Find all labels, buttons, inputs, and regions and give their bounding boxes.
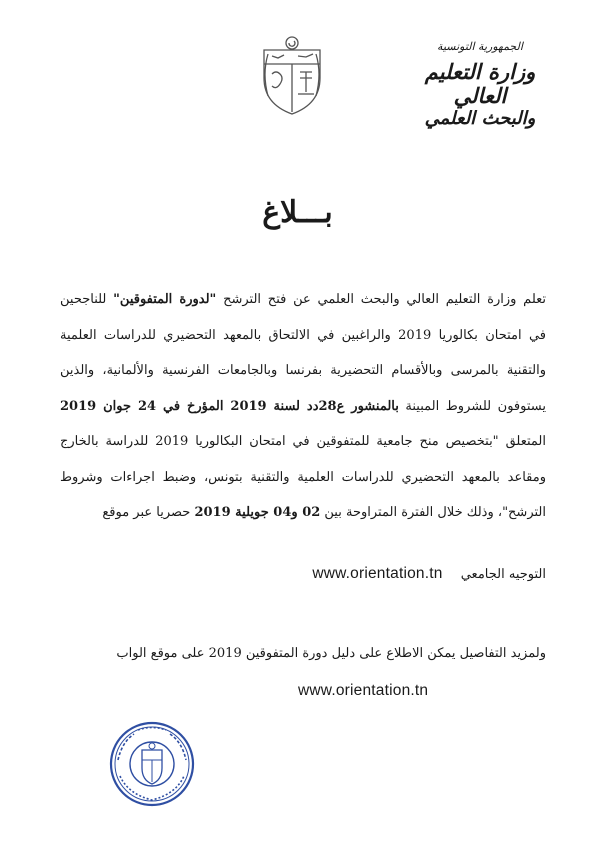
title-text: بـــلاغ — [262, 195, 333, 230]
ministry-name-line1: وزارة التعليم العالي — [424, 59, 536, 108]
ministry-name-line2: والبحث العلمي — [424, 108, 536, 129]
body-line: المتعلق "بتخصيص منح جامعية للمتفوقين في امتحان البكالوريا 2019 للدراسة بالخارج — [60, 434, 546, 449]
ministry-header — [395, 40, 565, 130]
more-info-text: ولمزيد التفاصيل يمكن الاطلاع على دليل دورة المتفوقين 2019 على موقع الواب — [116, 646, 546, 661]
coat-of-arms-icon — [258, 34, 326, 118]
body-last-line — [60, 565, 546, 583]
republic-label: الجمهورية التونسية — [437, 40, 523, 53]
body-line: يستوفون للشروط المبينة بالمنشور ع28دد لسنة 2019 المؤرخ في 24 جوان 2019 — [60, 398, 546, 414]
body-line: في امتحان بكالوريا 2019 والراغبين في الالتحاق بالمعهد التحضيري للدراسات العلمية — [60, 327, 547, 343]
body-line: الترشح"، وذلك خلال الفترة المتراوحة بين 02 و04 جويلية 2019 حصريا عبر موقع — [102, 505, 546, 520]
ministry-stamp-icon — [108, 720, 196, 808]
body-line: ومقاعد بالمعهد التحضيري للدراسات العلمية والتقنية بتونس، وضبط اجراءات وشروط — [60, 469, 546, 485]
body-last-line-text: التوجيه الجامعي — [460, 567, 546, 582]
announcement-body — [60, 282, 546, 531]
page-title — [0, 195, 595, 230]
body-line: والتقنية بالمرسى وبالأقسام التحضيرية بفرنسا وبالجامعات الفرنسية والألمانية، والذين — [60, 363, 546, 378]
orientation-link[interactable]: www.orientation.tn — [312, 565, 443, 582]
orientation-link-repeat[interactable]: www.orientation.tn — [298, 682, 429, 699]
body-line: تعلم وزارة التعليم العالي والبحث العلمي عن فتح الترشح "لدورة المتفوقين" للناجحين — [60, 292, 547, 307]
